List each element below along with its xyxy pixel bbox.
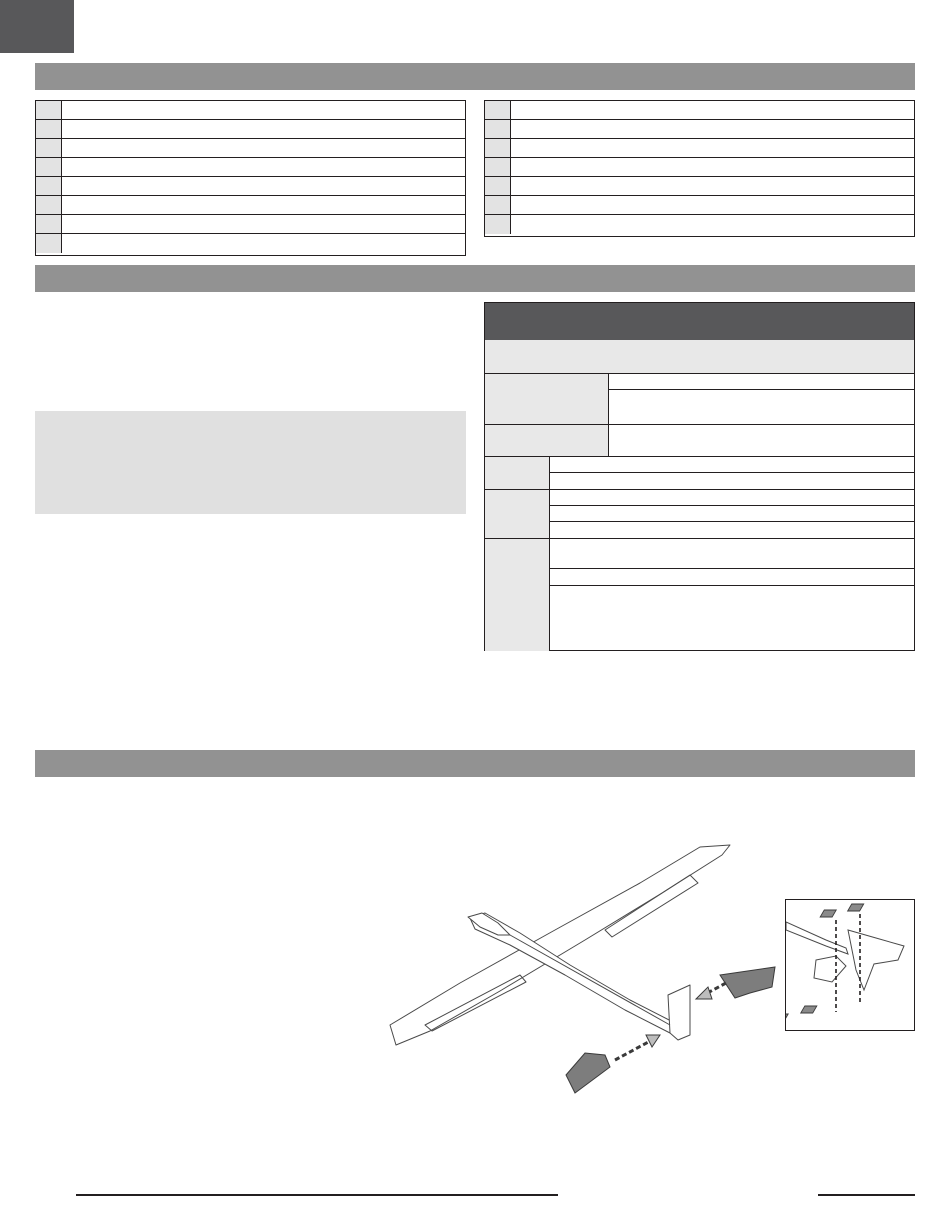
spec-table-header	[485, 303, 914, 340]
part-number	[36, 215, 62, 233]
part-number	[36, 196, 62, 214]
part-row	[485, 101, 914, 120]
note-box	[35, 411, 466, 514]
part-name	[62, 101, 465, 119]
spec-cell	[550, 506, 914, 522]
spec-group-label	[485, 490, 550, 538]
footer-rule-right	[818, 1194, 915, 1196]
assembly-section-bar	[35, 750, 915, 777]
part-number	[485, 177, 511, 195]
spec-cell	[609, 374, 914, 390]
tail-tape-inset-illustration	[785, 899, 915, 1031]
page-tab	[0, 0, 74, 53]
part-name	[62, 215, 465, 233]
part-row	[36, 234, 465, 253]
part-number	[485, 215, 511, 234]
part-row	[36, 158, 465, 177]
assembly-text	[35, 790, 355, 1090]
part-row	[485, 158, 914, 177]
part-number	[36, 120, 62, 138]
part-row	[36, 139, 465, 158]
spec-table-subheader	[485, 340, 914, 374]
part-number	[485, 158, 511, 176]
part-number	[485, 196, 511, 214]
part-row	[485, 196, 914, 215]
spec-group-label	[485, 374, 609, 424]
part-row	[485, 177, 914, 196]
part-name	[511, 196, 914, 214]
footer-rule-left	[76, 1194, 558, 1196]
part-name	[62, 234, 465, 253]
part-name	[511, 120, 914, 138]
part-number	[36, 101, 62, 119]
part-name	[511, 158, 914, 176]
spec-cell	[609, 390, 914, 424]
spec-group-label	[485, 425, 609, 456]
part-row	[36, 101, 465, 120]
part-row	[485, 139, 914, 158]
spec-cell	[550, 569, 914, 586]
part-number	[485, 120, 511, 138]
spec-group-label	[485, 539, 550, 651]
spec-group-label	[485, 457, 550, 489]
part-row	[36, 196, 465, 215]
spec-group	[485, 425, 914, 457]
part-number	[36, 158, 62, 176]
part-row	[36, 120, 465, 139]
part-row	[36, 215, 465, 234]
part-name	[511, 215, 914, 234]
part-row	[485, 120, 914, 139]
part-name	[511, 139, 914, 157]
glider-drawing	[370, 835, 780, 1105]
spec-group	[485, 457, 914, 490]
spec-cell	[550, 539, 914, 569]
intro-text	[35, 303, 466, 403]
part-row	[485, 215, 914, 234]
part-name	[511, 177, 914, 195]
part-row	[36, 177, 465, 196]
spec-cell	[550, 490, 914, 506]
parts-list-right	[484, 100, 915, 237]
spec-cell	[550, 522, 914, 538]
part-number	[36, 139, 62, 157]
spec-table	[484, 302, 915, 651]
spec-group	[485, 490, 914, 539]
part-name	[62, 120, 465, 138]
glider-assembly-illustration	[370, 835, 780, 1105]
part-name	[511, 101, 914, 119]
tail-inset-drawing	[786, 900, 914, 1030]
parts-list-left	[35, 100, 466, 256]
spec-cell	[550, 457, 914, 473]
part-number	[485, 101, 511, 119]
part-number	[485, 139, 511, 157]
specs-section-bar	[35, 265, 915, 292]
spec-group	[485, 374, 914, 425]
part-name	[62, 139, 465, 157]
spec-cell	[609, 425, 914, 456]
part-number	[36, 177, 62, 195]
part-name	[62, 177, 465, 195]
part-name	[62, 158, 465, 176]
contents-section-bar	[35, 63, 915, 90]
part-name	[62, 196, 465, 214]
spec-group	[485, 539, 914, 651]
part-number	[36, 234, 62, 253]
spec-cell	[550, 473, 914, 489]
spec-cell	[550, 586, 914, 651]
